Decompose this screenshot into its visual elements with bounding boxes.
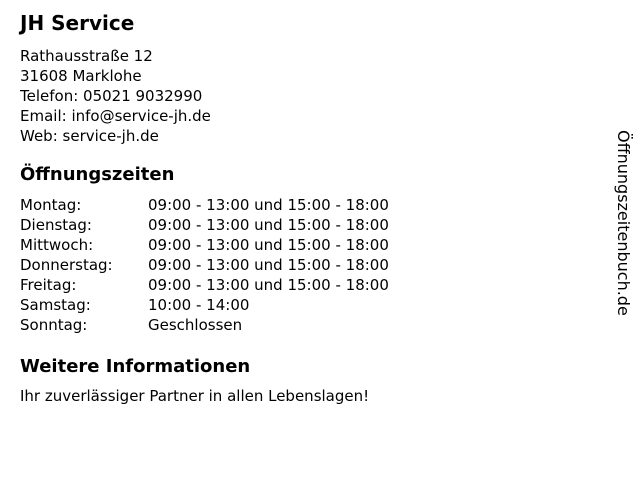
day-label: Montag: [20,196,82,214]
page-title: JH Service [20,11,135,35]
day-label: Samstag: [20,296,91,314]
hours-row-thursday [20,255,590,275]
day-label: Mittwoch: [20,236,94,254]
time-value: 09:00 - 13:00 und 15:00 - 18:00 [148,196,389,214]
time-value: 09:00 - 13:00 und 15:00 - 18:00 [148,256,389,274]
day-label: Dienstag: [20,216,92,234]
address-city-line: 31608 Marklohe [20,67,142,85]
hours-row-friday [20,275,590,295]
time-value: 09:00 - 13:00 und 15:00 - 18:00 [148,236,389,254]
main-content [20,0,590,406]
web-line: Web: service-jh.de [20,127,159,145]
opening-hours-heading: Öffnungszeiten [20,164,175,185]
time-value: 09:00 - 13:00 und 15:00 - 18:00 [148,216,389,234]
hours-row-sunday [20,315,590,335]
email-line: Email: info@service-jh.de [20,107,211,125]
hours-row-monday [20,195,590,215]
more-info-heading: Weitere Informationen [20,356,251,377]
hours-row-wednesday [20,235,590,255]
time-value: 10:00 - 14:00 [148,296,250,314]
time-value: Geschlossen [148,316,243,334]
opening-hours-table [20,195,590,335]
address-street-line: Rathausstraße 12 [20,47,153,65]
day-label: Donnerstag: [20,256,113,274]
day-label: Sonntag: [20,316,88,334]
contact-block [20,46,590,146]
hours-row-tuesday [20,215,590,235]
tagline-text: Ihr zuverlässiger Partner in allen Lebenslagen! [20,387,370,405]
hours-row-saturday [20,295,590,315]
watermark-vertical-text: Öffnungszeitenbuch.de [614,130,633,316]
day-label: Freitag: [20,276,77,294]
phone-line: Telefon: 05021 9032990 [20,87,203,105]
time-value: 09:00 - 13:00 und 15:00 - 18:00 [148,276,389,294]
